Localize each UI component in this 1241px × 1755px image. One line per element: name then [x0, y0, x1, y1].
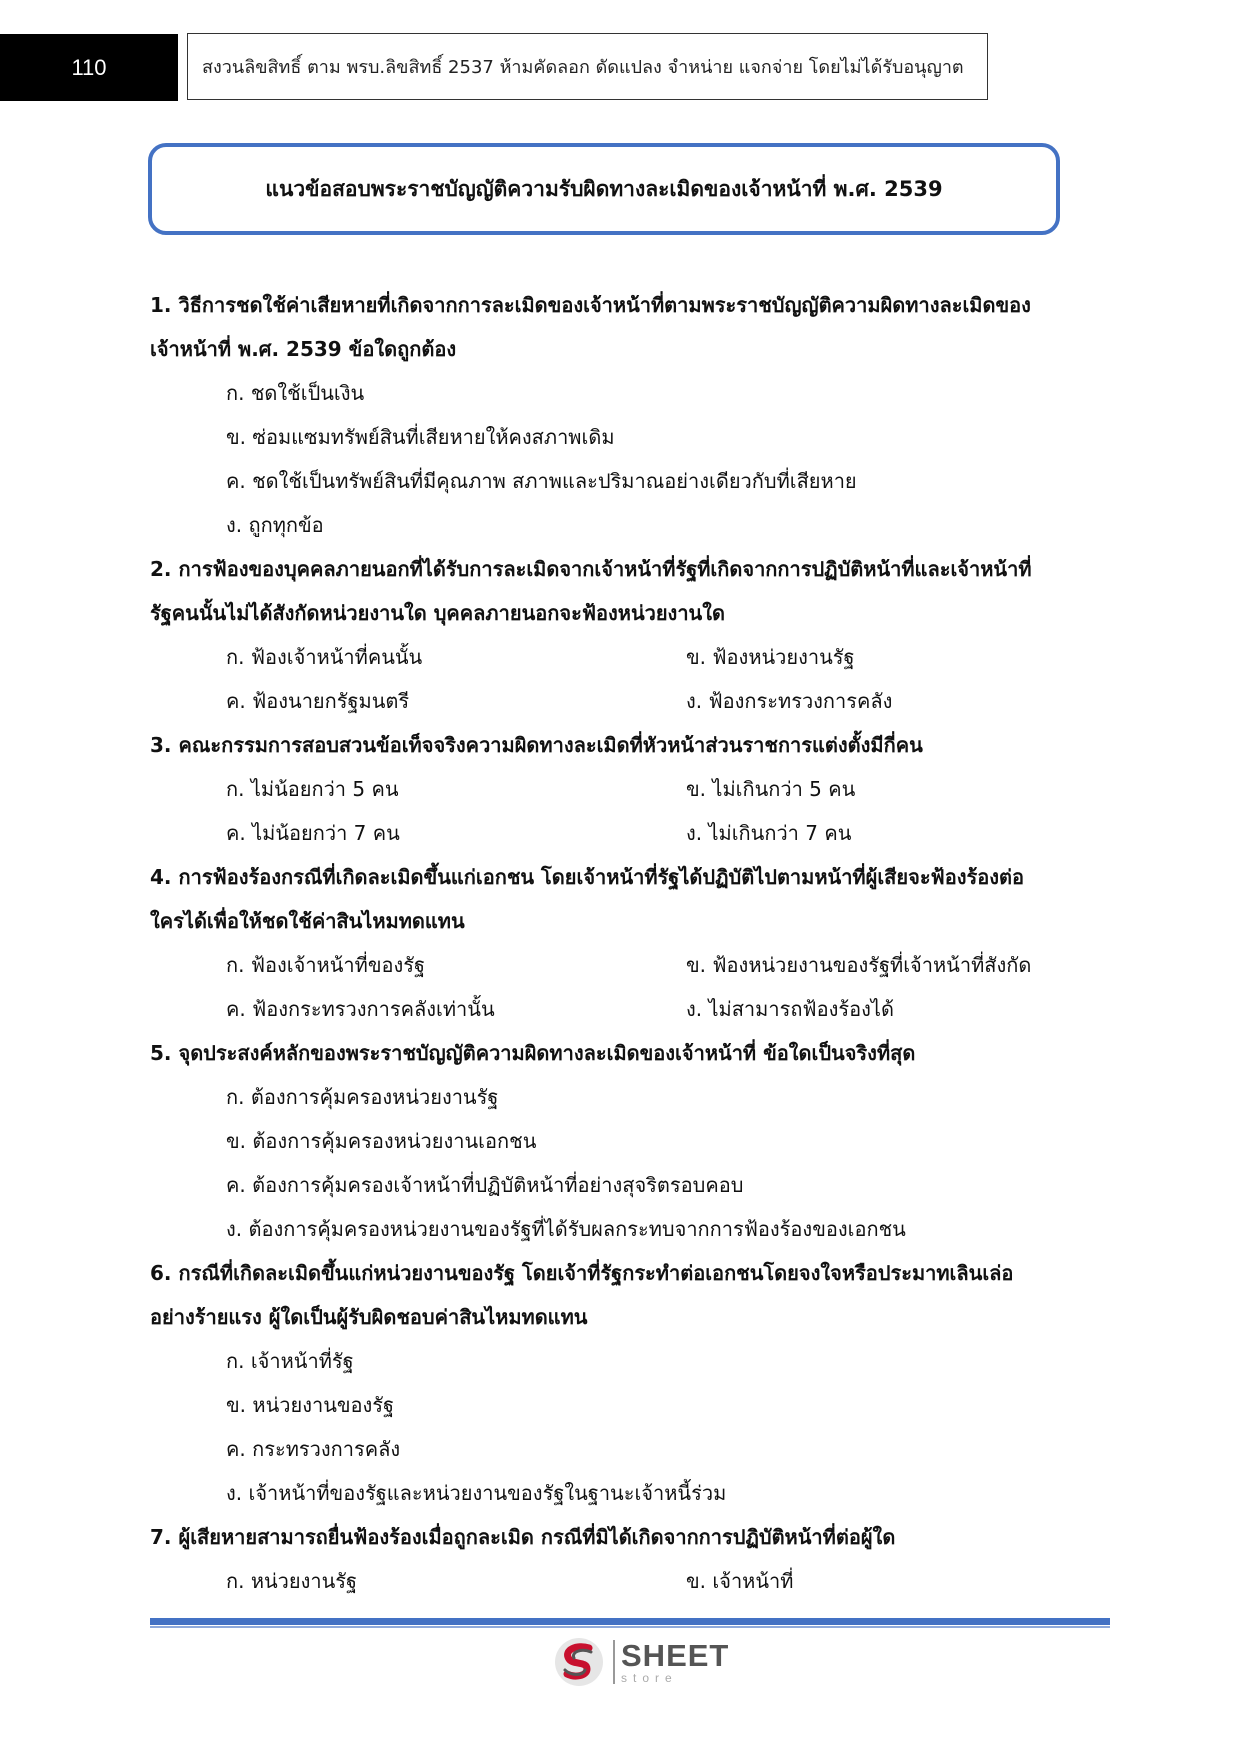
- option: ค. ฟ้องกระทรวงการคลังเท่านั้น: [226, 997, 495, 1021]
- option: ค. ฟ้องนายกรัฐมนตรี: [226, 689, 410, 713]
- page-title: แนวข้อสอบพระราชบัญญัติความรับผิดทางละเมิดของเจ้าหน้าที่ พ.ศ. 2539: [148, 143, 1060, 235]
- option: ก. ไม่น้อยกว่า 5 คน: [226, 777, 399, 801]
- option: ก. เจ้าหน้าที่รัฐ: [226, 1349, 354, 1373]
- sheet-store-logo: [553, 1636, 729, 1688]
- question-7: [150, 1515, 1100, 1603]
- footer-divider-accent: [150, 1626, 1110, 1628]
- option: ง. เจ้าหน้าที่ของรัฐและหน่วยงานของรัฐในฐานะเจ้าหนี้ร่วม: [226, 1481, 727, 1505]
- option: ข. ไม่เกินกว่า 5 คน: [686, 777, 856, 801]
- question-text: อย่างร้ายแรง ผู้ใดเป็นผู้รับผิดชอบค่าสินไหมทดแทน: [150, 1305, 588, 1329]
- option-row: [150, 635, 1100, 679]
- question-1: [150, 283, 1100, 547]
- option-row: [150, 767, 1100, 811]
- option: ง. ไม่เกินกว่า 7 คน: [686, 821, 852, 845]
- question-text: 4. การฟ้องร้องกรณีที่เกิดละเมิดขึ้นแก่เอกชน โดยเจ้าหน้าที่รัฐได้ปฏิบัติไปตามหน้าที่ผู้เสียจะฟ้องร้องต่อ: [150, 865, 1025, 889]
- question-3: [150, 723, 1100, 855]
- option-row: [150, 811, 1100, 855]
- option: ก. ต้องการคุ้มครองหน่วยงานรัฐ: [226, 1085, 499, 1109]
- option-row: [150, 679, 1100, 723]
- option: ก. ชดใช้เป็นเงิน: [226, 381, 365, 405]
- option: ก. ฟ้องเจ้าหน้าที่ของรัฐ: [226, 953, 426, 977]
- question-text: รัฐคนนั้นไม่ได้สังกัดหน่วยงานใด บุคคลภายนอกจะฟ้องหน่วยงานใด: [150, 601, 725, 625]
- option: ก. หน่วยงานรัฐ: [226, 1569, 358, 1593]
- question-list: [150, 283, 1100, 1603]
- option: ค. ชดใช้เป็นทรัพย์สินที่มีคุณภาพ สภาพและปริมาณอย่างเดียวกับที่เสียหาย: [226, 469, 857, 493]
- option: ง. ฟ้องกระทรวงการคลัง: [686, 689, 893, 713]
- option-row: [150, 987, 1100, 1031]
- logo-word: SHEET: [621, 1638, 730, 1673]
- question-6: [150, 1251, 1100, 1515]
- copyright-notice: สงวนลิขสิทธิ์ ตาม พรบ.ลิขสิทธิ์ 2537 ห้ามคัดลอก ดัดแปลง จำหน่าย แจกจ่าย โดยไม่ได้รับอนุญาต: [187, 33, 988, 100]
- question-text: 2. การฟ้องของบุคคลภายนอกที่ได้รับการละเมิดจากเจ้าหน้าที่รัฐที่เกิดจากการปฏิบัติหน้าที่และเจ้าหน้าที่: [150, 557, 1032, 581]
- option: ข. ฟ้องหน่วยงานของรัฐที่เจ้าหน้าที่สังกัด: [686, 953, 1032, 977]
- question-text: 5. จุดประสงค์หลักของพระราชบัญญัติความผิดทางละเมิดของเจ้าหน้าที่ ข้อใดเป็นจริงที่สุด: [150, 1041, 916, 1065]
- question-text: 1. วิธีการชดใช้ค่าเสียหายที่เกิดจากการละเมิดของเจ้าหน้าที่ตามพระราชบัญญัติความผิดทางละเมิดของ: [150, 293, 1031, 317]
- question-text: 3. คณะกรรมการสอบสวนข้อเท็จจริงความผิดทางละเมิดที่หัวหน้าส่วนราชการแต่งตั้งมีกี่คน: [150, 733, 923, 757]
- question-text: 6. กรณีที่เกิดละเมิดขึ้นแก่หน่วยงานของรัฐ โดยเจ้าที่รัฐกระทำต่อเอกชนโดยจงใจหรือประมาทเลินเล่อ: [150, 1261, 1014, 1285]
- footer-divider: [150, 1618, 1110, 1625]
- option: ข. ต้องการคุ้มครองหน่วยงานเอกชน: [226, 1129, 537, 1153]
- question-2: [150, 547, 1100, 723]
- question-text: ใครได้เพื่อให้ชดใช้ค่าสินไหมทดแทน: [150, 909, 465, 933]
- option: ค. ไม่น้อยกว่า 7 คน: [226, 821, 400, 845]
- logo-divider: [613, 1640, 615, 1684]
- option: ข. เจ้าหน้าที่: [686, 1569, 794, 1593]
- option: ค. ต้องการคุ้มครองเจ้าหน้าที่ปฏิบัติหน้าที่อย่างสุจริตรอบคอบ: [226, 1173, 744, 1197]
- question-text: เจ้าหน้าที่ พ.ศ. 2539 ข้อใดถูกต้อง: [150, 337, 457, 361]
- question-5: [150, 1031, 1100, 1251]
- logo-sub: store: [621, 1671, 678, 1685]
- question-4: [150, 855, 1100, 1031]
- option-row: [150, 1559, 1100, 1603]
- option: ก. ฟ้องเจ้าหน้าที่คนนั้น: [226, 645, 423, 669]
- option: ง. ไม่สามารถฟ้องร้องได้: [686, 997, 894, 1021]
- option-row: [150, 943, 1100, 987]
- page-number: 110: [0, 34, 178, 101]
- question-text: 7. ผู้เสียหายสามารถยื่นฟ้องร้องเมื่อถูกละเมิด กรณีที่มิได้เกิดจากการปฏิบัติหน้าที่ต่อผู้ใด: [150, 1525, 896, 1549]
- option: ง. ต้องการคุ้มครองหน่วยงานของรัฐที่ได้รับผลกระทบจากการฟ้องร้องของเอกชน: [226, 1217, 906, 1241]
- option: ข. ฟ้องหน่วยงานรัฐ: [686, 645, 855, 669]
- logo-wordmark: [621, 1640, 729, 1684]
- option: ง. ถูกทุกข้อ: [226, 513, 324, 537]
- option: ข. ซ่อมแซมทรัพย์สินที่เสียหายให้คงสภาพเดิม: [226, 425, 615, 449]
- sheet-store-s-icon: [553, 1636, 605, 1688]
- option: ข. หน่วยงานของรัฐ: [226, 1393, 395, 1417]
- option: ค. กระทรวงการคลัง: [226, 1437, 401, 1461]
